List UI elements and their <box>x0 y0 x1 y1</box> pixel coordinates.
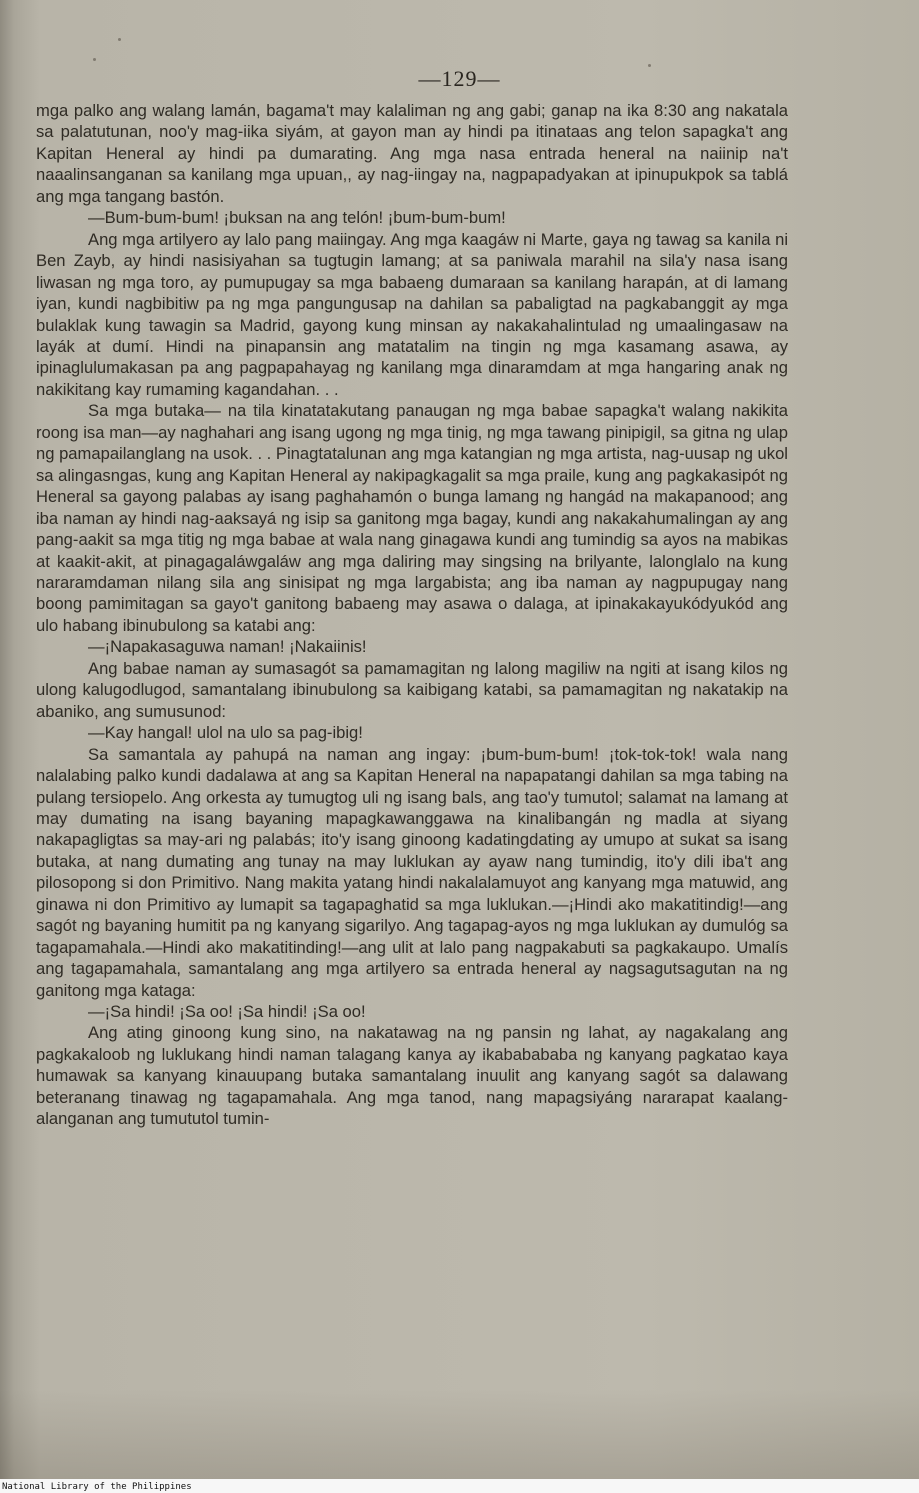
ink-speck <box>648 64 651 67</box>
footer-bar <box>0 1479 919 1493</box>
paragraph: —¡Sa hindi! ¡Sa oo! ¡Sa hindi! ¡Sa oo! <box>88 1002 366 1022</box>
paragraph: —¡Napakasaguwa naman! ¡Nakaiinis! <box>88 637 367 657</box>
paragraph: Ang mga artilyero ay lalo pang maiingay. Ang mga kaagáw ni Marte, gaya ng tawag sa kanila ni Ben Zayb, ay hindi nasisiyahan sa tugtugin lamang; at sa paniwala marahil na sila'y nasa isang liwasan ng mga toro, ay pumupugay sa mga babaeng dumaraan sa kanilang harapán, at di lamang iyan, kundi nagbibitiw pa ng mga pangungusap na dahilan sa pabaligtad na pagkabanggit ay mga bulaklak kung tawagin sa Madrid, gayong kung minsan ay nakakahalintulad ng umaalingasaw na layák at dumí. Hindi na pinapansin ang matatalim na tingin ng mga kasamang asawa, ay ipinaglulumakasan pa ang pagpapahayag ng kanilang mga dinaramdam at mga hangaring anak ng nakikitang kay rumaming kagandahan. . . <box>36 229 788 399</box>
ink-speck <box>93 58 96 61</box>
ink-speck <box>118 38 121 41</box>
paragraph: Sa samantala ay pahupá na naman ang ingay: ¡bum-bum-bum! ¡tok-tok-tok! wala nang nalalabing palko kundi dadalawa at ang sa Kapitan Heneral na napapatangi dahilan sa mga tabing na pulang tersiopelo. Ang orkesta ay tumugtog uli ng isang bals, ang tao'y tumutol; salamat na lamang at may dumating na isang bayaning mapagkawanggawa na kinalibangán ng madla at siyang nakapagligtas sa may-ari ng palabás; ito'y isang ginoong kadatingdating ay umupo at sukat sa isang butaka, at nang dumating ang tunay na may luklukan ay ayaw nang tumindig, ito'y dili iba't ang pilosopong si don Primitivo. Nang makita yatang hindi nakalalamuyot ang kanyang mga matuwid, ang ginawa ni don Primitivo ay lumapit sa tagapaghatid sa mga luklukan.—¡Hindi ako makatitindig!—ang sagót ng bayaning humitit pa ng kanyang sigarilyo. Ang tagapag-ayos ng mga luklukan ay dumulóg sa tagapamahala.—Hindi ako makatitinding!—ang ulit at lalo pang nagpakabuti sa pagkakaupo. Umalís ang tagapamahala, samantalang ang mga artilyero sa entrada heneral ay nagsagutsagutan na ng ganitong mga kataga: <box>36 744 788 1000</box>
paragraph: —Kay hangal! ulol na ulo sa pag-ibig! <box>88 723 363 743</box>
paragraph: Ang babae naman ay sumasagót sa pamamagitan ng lalong magiliw na ngiti at isang kilos ng ulong kalugodlugod, samantalang ibinubulong sa kaibigang katabi, sa pamamagitan ng nakatakip na abaniko, ang sumusunod: <box>36 658 788 721</box>
paragraph: mga palko ang walang lamán, bagama't may kalaliman ng ang gabi; ganap na ika 8:30 ang nakatala sa palatutunan, noo'y mag-iika siyám, at gayon man ay hindi pa itinataas ang telon sapagka't ang Kapitan Heneral ay hindi pa dumarating. Ang mga nasa entrada heneral na naiinip na't naaalinsanganan sa kanilang mga upuan,, ay nag-iingay na, nagpapadyakan at ipinupukpok sa tablá ang mga tangang bastón. <box>36 101 788 206</box>
body-text <box>36 100 788 1130</box>
footer-credit: National Library of the Philippines <box>2 1482 192 1492</box>
paragraph: —Bum-bum-bum! ¡buksan na ang telón! ¡bum-bum-bum! <box>88 208 506 228</box>
page-number: —129— <box>418 66 501 91</box>
paragraph: Sa mga butaka— na tila kinatatakutang panaugan ng mga babae sapagka't walang nakikita roong isa man—ay naghahari ang isang ugong ng mga tinig, ng mga tawang pinipigil, sa gitna ng ulap ng pamapailanglang na usok. . . Pinagtatalunan ang mga katangian ng mga artista, nag-uusap ng ukol sa alingasngas, kung ang Kapitan Heneral ay nakipagkagalit sa mga praile, kung ang pagkakasipót ng Heneral sa gayong palabas ay isang paghahamón o bunga lamang ng hangád na makapanood; ang iba naman ay hindi nag-aaksayá ng isip sa ganitong mga bagay, kundi ang nakakahumalingan ay ang pang-aakit sa mga titig ng mga babae at wala nang ginagawa kundi ang tumindig sa ayos na mabikas at kaakit-akit, at pinagagaláwgaláw ang mga daliring may singsing na brilyante, lalonglalo na kung nararamdaman nilang sila ang sinisipat ng mga largabista; ang iba naman ay nagpupugay nang boong pamimitagan sa gayo't ganitong babaeng may asawa o dalaga, at ipinakakayukódyukód ang ulo habang ibinubulong sa katabi ang: <box>36 401 788 635</box>
paragraph: Ang ating ginoong kung sino, na nakatawag na ng pansin ng lahat, ay nagakalang ang pagkakaloob ng luklukang hindi naman talagang kanya ay ikababababa ng kanyang pagkatao kaya humawak sa kanyang kinauupang butaka samantalang inuulit ang kanyang sagót sa dalawang beteranang tinawag ng tagapamahala. Ang mga tanod, nang mapagsiyáng nararapat kaalang-alanganan ang tumututol tumin- <box>36 1023 788 1129</box>
